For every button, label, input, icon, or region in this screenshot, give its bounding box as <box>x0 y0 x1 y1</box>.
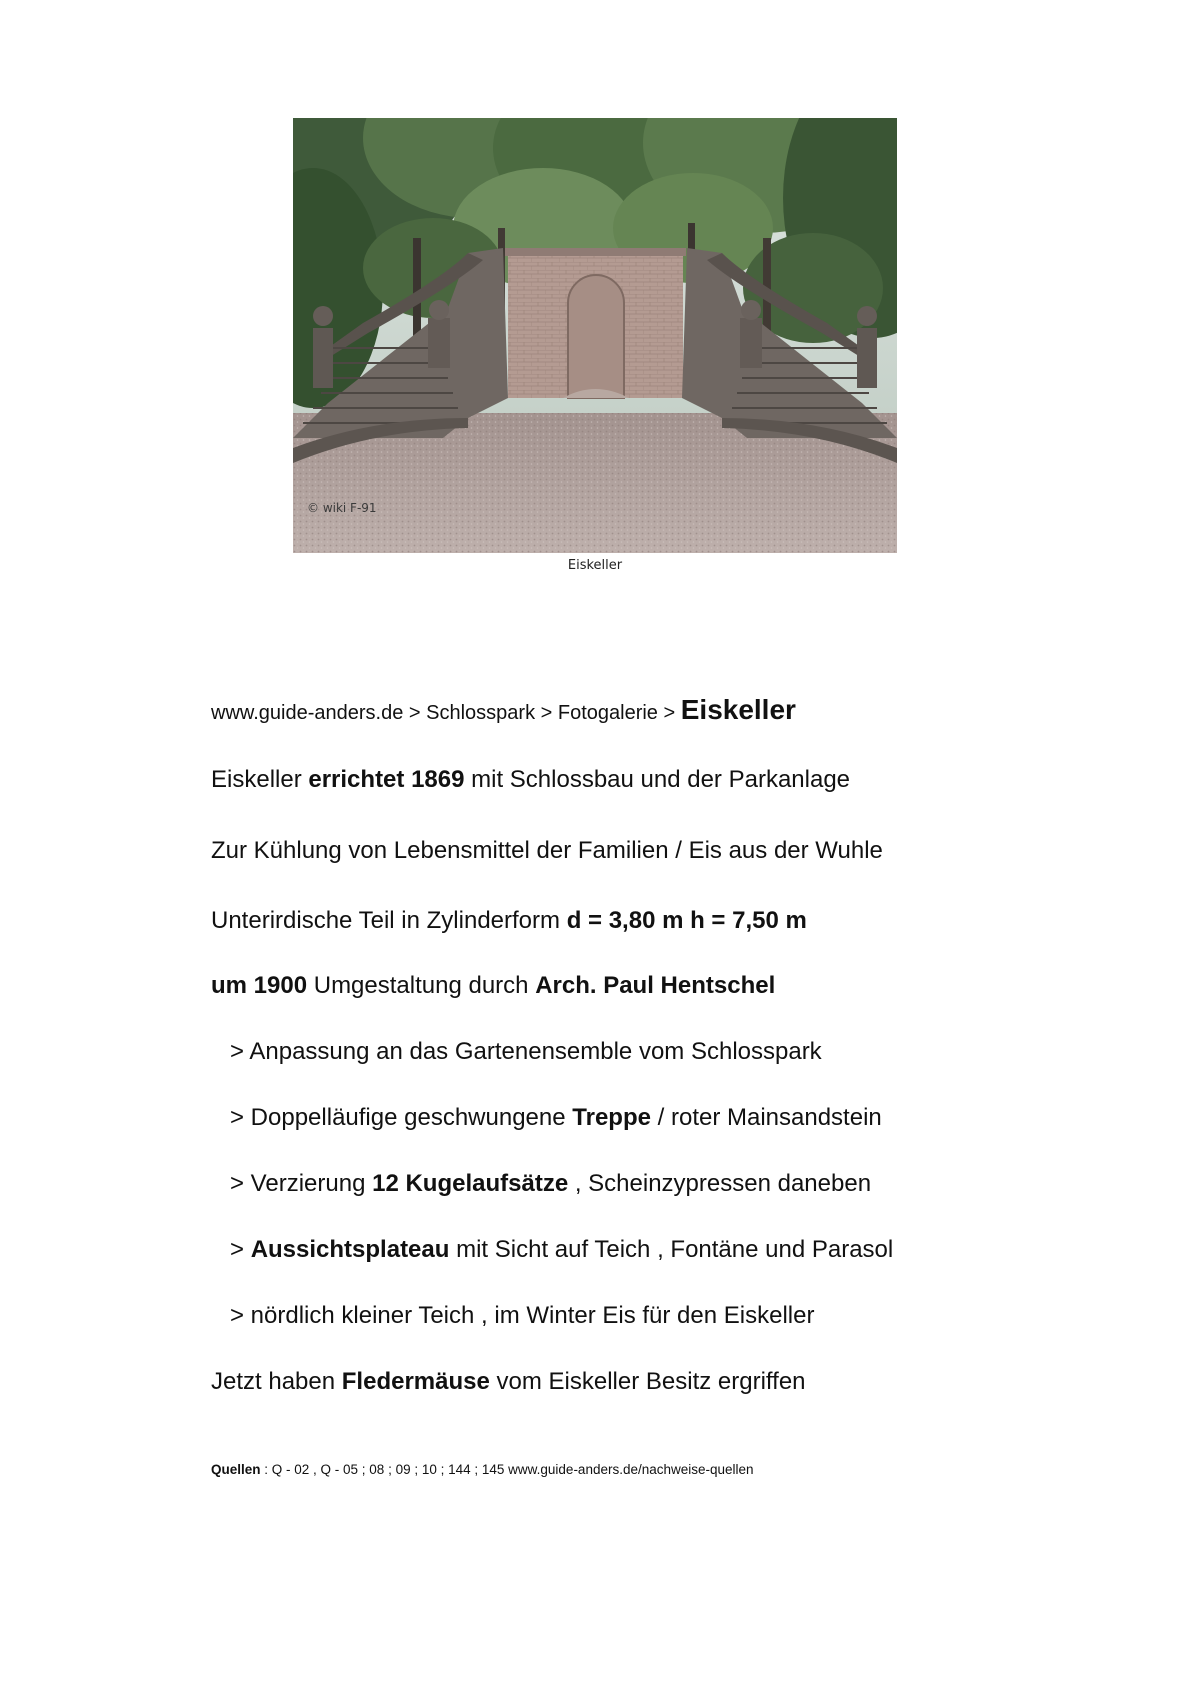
photo-caption: Eiskeller <box>567 558 623 573</box>
text: > Anpassung an das Gartenensemble vom Schlosspark <box>230 1038 822 1065</box>
text: , Scheinzypressen daneben <box>568 1170 872 1197</box>
sources-link[interactable]: www.guide-anders.de/nachweise-quellen <box>508 1462 754 1477</box>
sources-list: : Q - 02 , Q - 05 ; 08 ; 09 ; 10 ; 144 ; 145 <box>260 1462 509 1477</box>
text-line-2 <box>211 837 883 865</box>
text-line-1 <box>211 766 850 794</box>
bold-text: um 1900 <box>211 972 308 999</box>
text-line-10 <box>211 1368 806 1396</box>
breadcrumb-sep: > <box>403 702 427 724</box>
breadcrumb-sep: > <box>535 702 558 724</box>
text: > nördlich kleiner Teich , im Winter Eis für den Eiskeller <box>230 1302 815 1329</box>
text: Jetzt haben <box>211 1368 342 1395</box>
breadcrumb-sep: > <box>657 702 681 724</box>
sources-line <box>211 1462 754 1477</box>
breadcrumb-site[interactable]: www.guide-anders.de <box>211 702 404 724</box>
text-line-3 <box>211 907 807 935</box>
text: mit Sicht auf Teich , Fontäne und Parasol <box>449 1236 894 1263</box>
text: > Verzierung <box>230 1170 373 1197</box>
text-line-8 <box>230 1236 893 1264</box>
text: mit Schlossbau und der Parkanlage <box>464 766 851 793</box>
text-line-9 <box>230 1302 814 1330</box>
text: Zur Kühlung von Lebensmittel der Familien / Eis aus der Wuhle <box>211 837 883 864</box>
bold-text: errichtet 1869 <box>308 766 465 793</box>
text-line-7 <box>230 1170 871 1198</box>
bold-text: d = 3,80 m h = 7,50 m <box>566 907 807 934</box>
text-line-5 <box>230 1038 822 1066</box>
text: Umgestaltung durch <box>307 972 536 999</box>
text: Unterirdische Teil in Zylinderform <box>211 907 567 934</box>
text-line-6 <box>230 1104 882 1132</box>
bold-text: 12 Kugelaufsätze <box>372 1170 569 1197</box>
eiskeller-photo <box>293 118 897 553</box>
sources-label: Quellen <box>211 1462 261 1477</box>
bold-text: Treppe <box>572 1104 651 1131</box>
bold-text: Fledermäuse <box>341 1368 490 1395</box>
bold-text: Arch. Paul Hentschel <box>535 972 776 999</box>
text: > Doppelläufige geschwungene <box>230 1104 573 1131</box>
eiskeller-illustration <box>293 118 897 553</box>
breadcrumb-section[interactable]: Schlosspark <box>426 702 536 724</box>
text: vom Eiskeller Besitz ergriffen <box>489 1368 806 1395</box>
text: Eiskeller <box>211 766 309 793</box>
text: > <box>230 1236 251 1263</box>
text: / roter Mainsandstein <box>650 1104 882 1131</box>
breadcrumb-current: Eiskeller <box>680 694 796 725</box>
photo-copyright: © wiki F-91 <box>307 501 377 515</box>
breadcrumb-gallery[interactable]: Fotogalerie <box>557 702 658 724</box>
text-line-4 <box>211 972 775 1000</box>
breadcrumb <box>211 694 796 726</box>
bold-text: Aussichtsplateau <box>250 1236 450 1263</box>
